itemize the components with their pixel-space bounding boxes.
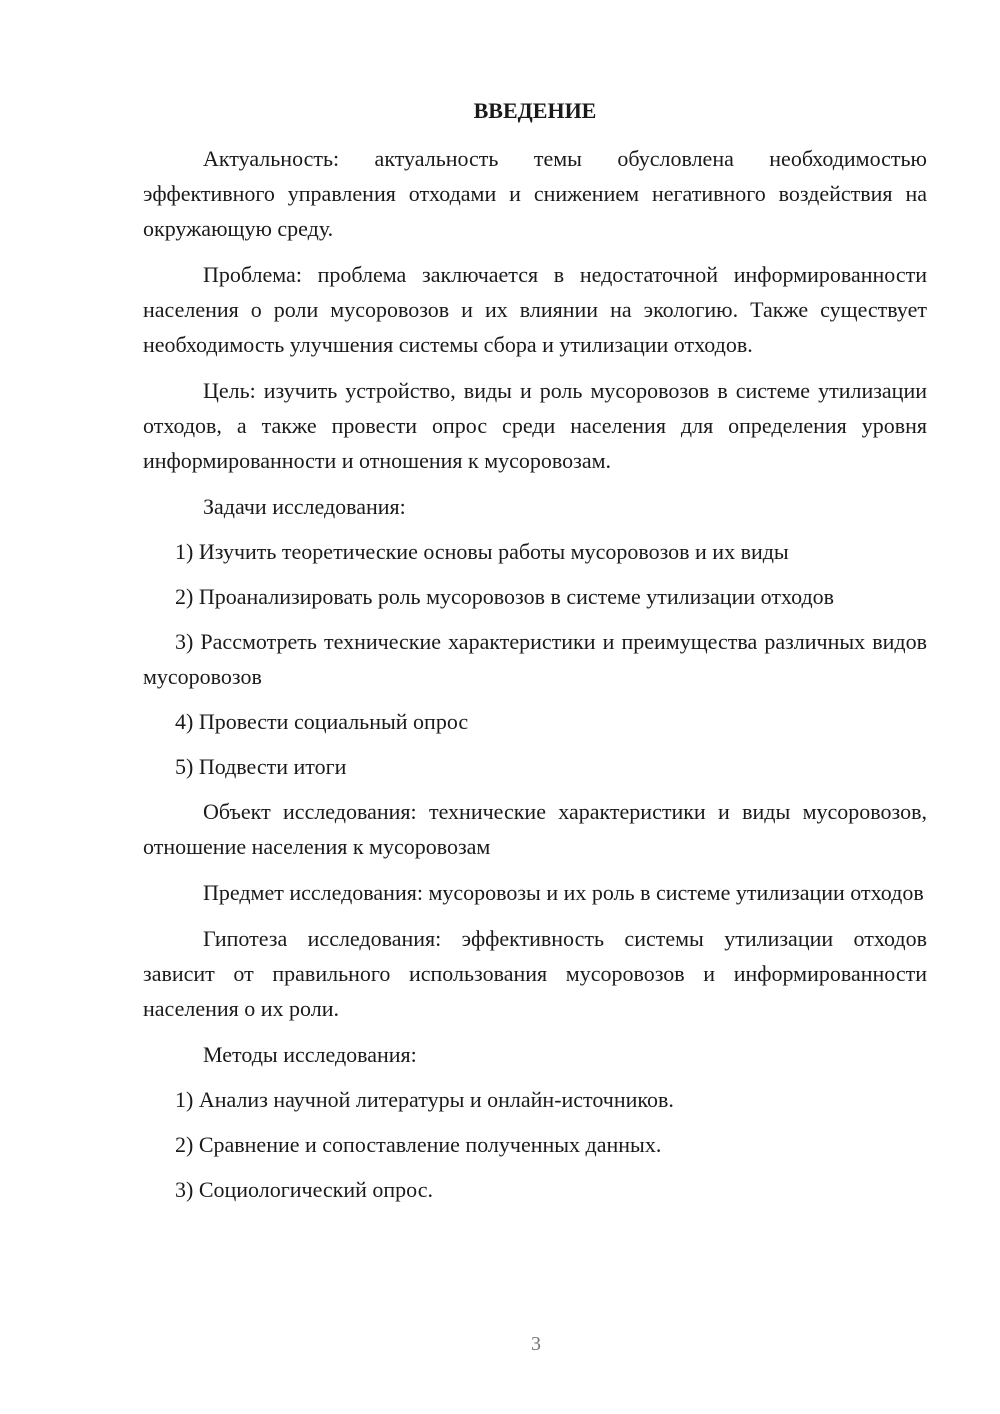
task-item: 3) Рассмотреть технические характеристики и преимущества различных видов мусоровозов: [143, 629, 927, 689]
methods-title: Методы исследования:: [203, 1042, 417, 1067]
subject-paragraph: Предмет исследования: мусоровозы и их роль в системе утилизации отходов: [203, 880, 924, 905]
section-heading: ВВЕДЕНИЕ: [473, 98, 597, 123]
method-item: 2) Сравнение и сопоставление полученных данных.: [175, 1132, 662, 1157]
page-number: 3: [531, 1333, 541, 1355]
task-item: 1) Изучить теоретические основы работы мусоровозов и их виды: [175, 539, 789, 564]
task-item: 4) Провести социальный опрос: [175, 709, 469, 734]
hypothesis-paragraph: Гипотеза исследования: эффективность системы утилизации отходов зависит от правильного использования мусоровозов и информированности населения о их роли.: [143, 926, 927, 1021]
method-item: 1) Анализ научной литературы и онлайн-источников.: [175, 1087, 674, 1112]
goal-paragraph: Цель: изучить устройство, виды и роль мусоровозов в системе утилизации отходов, а также провести опрос среди населения для определения уровня информированности и отношения к мусоровозам.: [143, 378, 927, 473]
task-item: 2) Проанализировать роль мусоровозов в системе утилизации отходов: [175, 584, 835, 609]
tasks-title: Задачи исследования:: [203, 494, 406, 519]
task-item: 5) Подвести итоги: [175, 754, 347, 779]
page-content: [143, 94, 927, 1217]
problem-paragraph: Проблема: проблема заключается в недостаточной информированности населения о роли мусоровозов и их влиянии на экологию. Также существует необходимость улучшения системы сбора и утилизации отходов.: [143, 262, 927, 357]
method-item: 3) Социологический опрос.: [175, 1177, 433, 1202]
object-paragraph: Объект исследования: технические характеристики и виды мусоровозов, отношение населения к мусоровозам: [143, 799, 927, 859]
relevance-paragraph: Актуальность: актуальность темы обусловлена необходимостью эффективного управления отходами и снижением негативного воздействия на окружающую среду.: [143, 146, 927, 241]
